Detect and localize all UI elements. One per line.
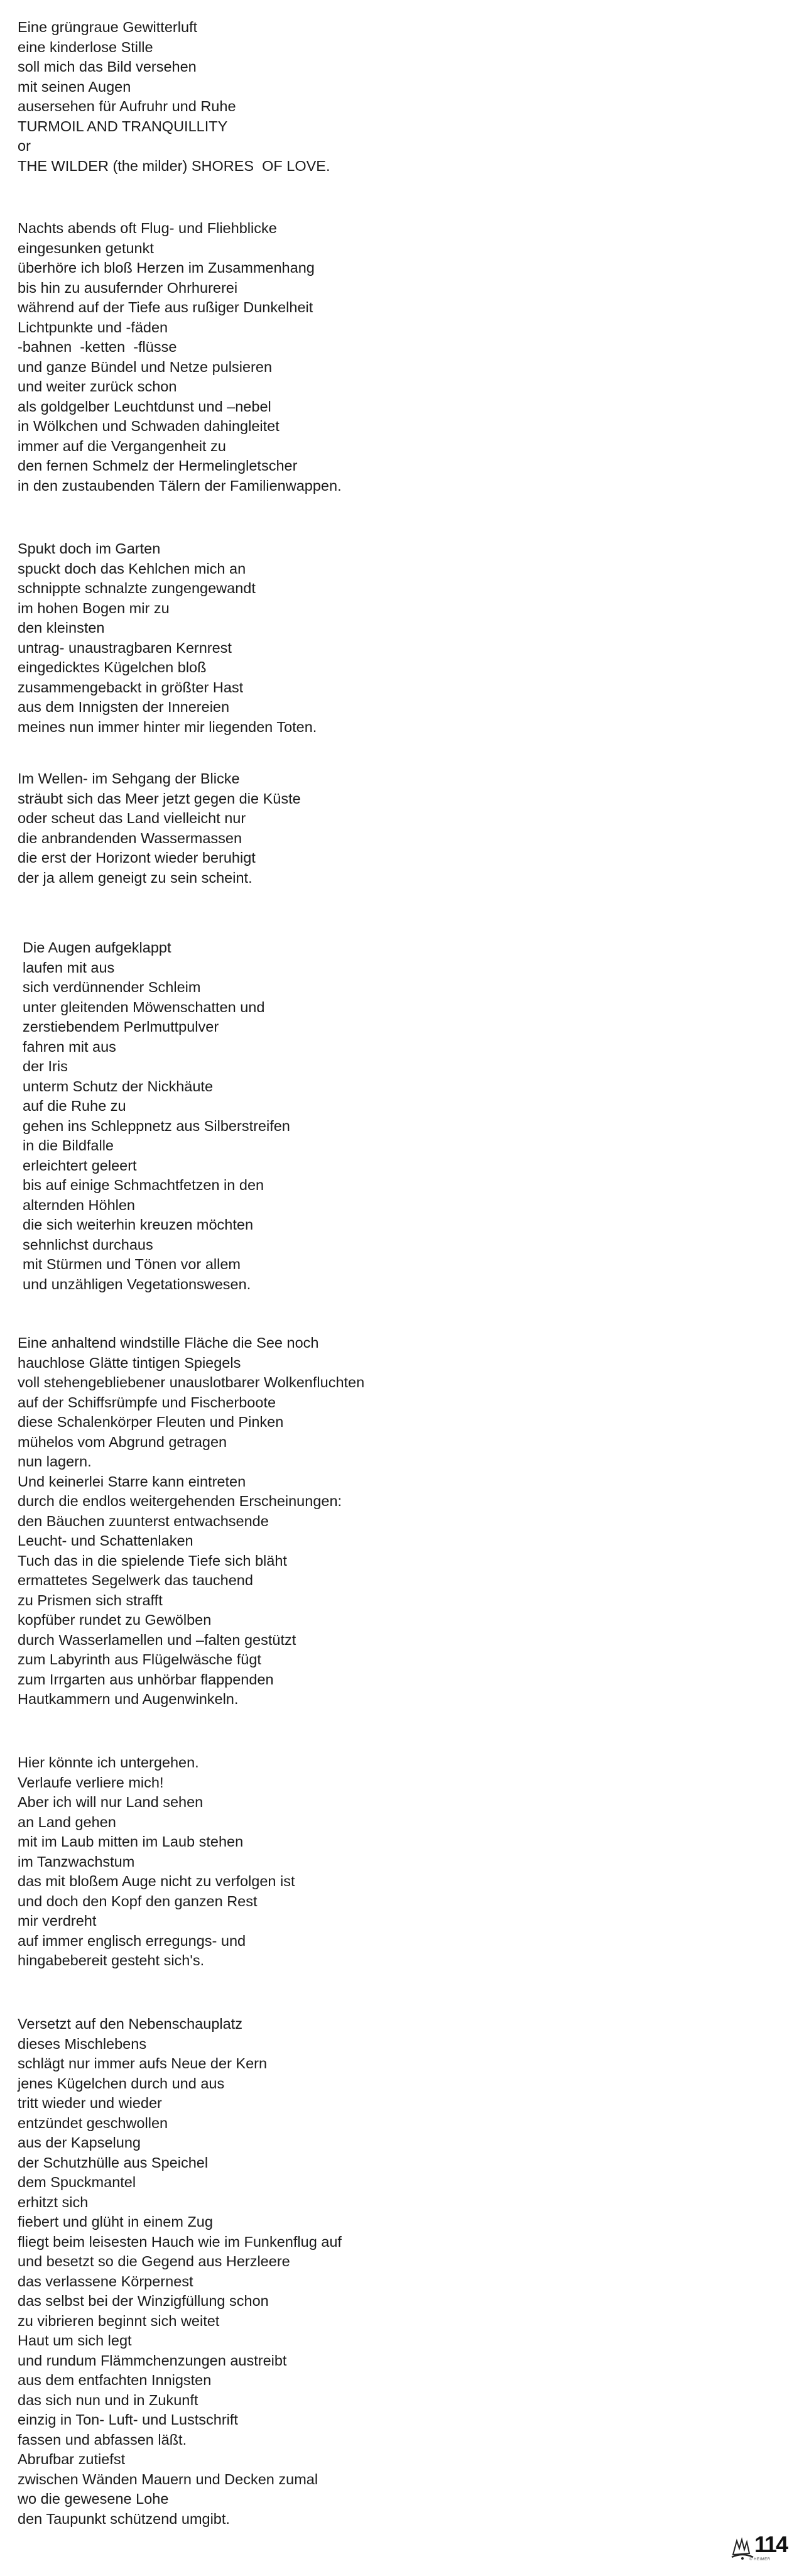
poem-line: auf der Schiffsrümpfe und Fischerboote (18, 1394, 276, 1411)
poem-line: zusammengebackt in größter Hast (18, 679, 244, 696)
poem-line: schlägt nur immer aufs Neue der Kern (18, 2055, 268, 2071)
poem-line: TURMOIL AND TRANQUILLITY (18, 117, 228, 134)
poem-line: zu vibrieren beginnt sich weitet (18, 2312, 220, 2329)
poem-line: während auf der Tiefe aus rußiger Dunkelheit (18, 299, 313, 315)
poem-line: laufen mit aus (23, 959, 115, 976)
poem-line: der Iris (23, 1058, 68, 1074)
poem-line: der ja allem geneigt zu sein scheint. (18, 869, 253, 886)
poem-line: soll mich das Bild versehen (18, 58, 197, 75)
poem-line: bis auf einige Schmachtfetzen in den (23, 1177, 264, 1193)
poem-line: wo die gewesene Lohe (18, 2491, 169, 2507)
poem-line: das sich nun und in Zukunft (18, 2391, 198, 2408)
poem-line: fiebert und glüht in einem Zug (18, 2213, 213, 2230)
poem-line: die anbrandenden Wassermassen (18, 829, 242, 846)
poem-line: unterm Schutz der Nickhäute (23, 1078, 214, 1094)
stanza-8 (18, 2014, 342, 2529)
stanza-6 (18, 1333, 364, 1710)
poem-line: Abrufbar zutiefst (18, 2451, 126, 2467)
poem-line: zum Irrgarten aus unhörbar flappenden (18, 1671, 274, 1688)
poem-line: in den zustaubenden Tälern der Familienwappen. (18, 477, 342, 494)
poem-line: entzündet geschwollen (18, 2114, 168, 2131)
poem-line: voll stehengebliebener unauslotbarer Wolkenfluchten (18, 1374, 365, 1390)
poem-line: zwischen Wänden Mauern und Decken zumal (18, 2470, 318, 2487)
poem-line: und ganze Bündel und Netze pulsieren (18, 358, 273, 375)
poem-line: den Bäuchen zuunterst entwachsende (18, 1512, 269, 1529)
poem-line: oder scheut das Land vielleicht nur (18, 810, 246, 826)
poem-line: das mit bloßem Auge nicht zu verfolgen ist (18, 1873, 295, 1889)
poem-line: Leucht- und Schattenlaken (18, 1532, 193, 1549)
poem-line: und weiter zurück schon (18, 378, 177, 395)
poem-line: hingabebereit gesteht sich's. (18, 1952, 205, 1968)
poem-line: das verlassene Körpernest (18, 2273, 193, 2289)
poem-line: und unzähligen Vegetationswesen. (23, 1275, 251, 1292)
poem-line: Spukt doch im Garten (18, 540, 161, 557)
poem-line: sträubt sich das Meer jetzt gegen die Küste (18, 790, 301, 807)
poem-line: der Schutzhülle aus Speichel (18, 2154, 209, 2171)
poem-line: die sich weiterhin kreuzen möchten (23, 1216, 254, 1233)
poem-line: -bahnen -ketten -flüsse (18, 339, 177, 355)
poem-line: als goldgelber Leuchtdunst und –nebel (18, 398, 271, 415)
poem-line: mühelos vom Abgrund getragen (18, 1433, 227, 1450)
poem-line: tritt wieder und wieder (18, 2095, 162, 2111)
poem-line: eingedicktes Kügelchen bloß (18, 659, 207, 675)
poem-line: durch die endlos weitergehenden Erscheinungen: (18, 1493, 342, 1509)
poem-line: erhitzt sich (18, 2193, 89, 2210)
stanza-7 (18, 1753, 295, 1971)
poem-line: fahren mit aus (23, 1038, 116, 1055)
poem-line: nun lagern. (18, 1453, 92, 1470)
poem-line: überhöre ich bloß Herzen im Zusammenhang (18, 259, 315, 276)
poem-line: sehnlichst durchaus (23, 1236, 153, 1253)
poem-line: Tuch das in die spielende Tiefe sich bläht (18, 1552, 287, 1569)
poem-line: an Land gehen (18, 1813, 116, 1830)
poem-line: eingesunken getunkt (18, 239, 154, 256)
poem-line: diese Schalenkörper Fleuten und Pinken (18, 1414, 284, 1430)
poem-line: mit im Laub mitten im Laub stehen (18, 1833, 244, 1850)
poem-line: Nachts abends oft Flug- und Fliehblicke (18, 220, 277, 236)
poem-line: kopfüber rundet zu Gewölben (18, 1612, 212, 1628)
poem-line: zerstiebendem Perlmuttpulver (23, 1018, 219, 1035)
poem-line: eine kinderlose Stille (18, 38, 153, 55)
page-footer-mark (731, 2532, 793, 2567)
poem-line: mit seinen Augen (18, 78, 131, 95)
poem-line: im Tanzwachstum (18, 1853, 135, 1870)
poem-line: auf die Ruhe zu (23, 1098, 126, 1114)
poem-line: Eine grüngraue Gewitterluft (18, 19, 198, 35)
poem-line: unter gleitenden Möwenschatten und (23, 998, 265, 1015)
poem-line: in die Bildfalle (23, 1137, 114, 1154)
poem-line: fliegt beim leisesten Hauch wie im Funkenflug auf (18, 2233, 342, 2250)
poem-line: schnippte schnalzte zungengewandt (18, 580, 256, 596)
poem-line: Und keinerlei Starre kann eintreten (18, 1473, 246, 1490)
poem-line: alternden Höhlen (23, 1196, 135, 1213)
poem-line: ermattetes Segelwerk das tauchend (18, 1572, 253, 1588)
poem-line: THE WILDER (the milder) SHORES OF LOVE. (18, 157, 330, 174)
poem-line: zum Labyrinth aus Flügelwäsche fügt (18, 1651, 261, 1667)
poem-line: auf immer englisch erregungs- und (18, 1932, 246, 1949)
poem-line: mir verdreht (18, 1913, 97, 1929)
poem-line: Aber ich will nur Land sehen (18, 1794, 204, 1810)
poem-line: ausersehen für Aufruhr und Ruhe (18, 98, 236, 114)
mark-caption: © HEIMER (749, 2558, 771, 2562)
poem-line: gehen ins Schleppnetz aus Silberstreifen (23, 1117, 290, 1134)
poem-line: zu Prismen sich strafft (18, 1591, 163, 1608)
poem-line: Haut um sich legt (18, 2332, 132, 2349)
poem-line: hauchlose Glätte tintigen Spiegels (18, 1354, 241, 1371)
poem-line: die erst der Horizont wieder beruhigt (18, 849, 256, 866)
poem-line: den fernen Schmelz der Hermelingletscher (18, 457, 298, 474)
poem-line: das selbst bei der Winzigfüllung schon (18, 2293, 269, 2309)
poem-line: Die Augen aufgeklappt (23, 939, 171, 956)
poem-line: den kleinsten (18, 619, 105, 636)
poem-line: Verlaufe verliere mich! (18, 1774, 164, 1791)
poem-line: in Wölkchen und Schwaden dahingleitet (18, 418, 280, 434)
poem-line: Eine anhaltend windstille Fläche die See noch (18, 1334, 319, 1351)
poem-line: den Taupunkt schützend umgibt. (18, 2510, 230, 2527)
poem-line: erleichtert geleert (23, 1157, 137, 1174)
poem-line: aus dem entfachten Innigsten (18, 2372, 212, 2388)
poem-line: immer auf die Vergangenheit zu (18, 437, 226, 454)
poem-line: aus dem Innigsten der Innereien (18, 699, 230, 715)
poem-line: durch Wasserlamellen und –falten gestützt (18, 1631, 296, 1648)
poem-line: meines nun immer hinter mir liegenden Toten. (18, 718, 317, 735)
poem-line: und besetzt so die Gegend aus Herzleere (18, 2253, 290, 2269)
poem-line: und doch den Kopf den ganzen Rest (18, 1892, 258, 1909)
stanza-3 (18, 539, 317, 737)
poem-line: fassen und abfassen läßt. (18, 2431, 187, 2448)
poem-line: untrag- unaustragbaren Kernrest (18, 639, 232, 656)
poem-line: dem Spuckmantel (18, 2174, 136, 2190)
poem-line: or (18, 138, 31, 154)
stanza-5 (23, 938, 290, 1294)
poem-line: bis hin zu ausufernder Ohrhurerei (18, 279, 238, 296)
stanza-1 (18, 18, 330, 176)
poem-line: und rundum Flämmchenzungen austreibt (18, 2352, 287, 2369)
poem-line: sich verdünnender Schleim (23, 979, 201, 995)
poem-line: mit Stürmen und Tönen vor allem (23, 1256, 241, 1272)
poem-line: im hohen Bogen mir zu (18, 599, 170, 616)
poem-line: Im Wellen- im Sehgang der Blicke (18, 770, 240, 787)
poem-line: jenes Kügelchen durch und aus (18, 2075, 225, 2092)
poem-line: spuckt doch das Kehlchen mich an (18, 560, 246, 577)
poem-line: einzig in Ton- Luft- und Lustschrift (18, 2411, 238, 2428)
poem-line: dieses Mischlebens (18, 2035, 147, 2052)
stanza-4 (18, 769, 301, 888)
poem-line: Versetzt auf den Nebenschauplatz (18, 2016, 242, 2032)
page-number: 114 (754, 2531, 788, 2557)
poem-line: Hier könnte ich untergehen. (18, 1754, 199, 1771)
poem-line: aus der Kapselung (18, 2134, 141, 2151)
stanza-2 (18, 219, 342, 496)
poem-line: Lichtpunkte und -fäden (18, 319, 168, 336)
poem-line: Hautkammern und Augenwinkeln. (18, 1691, 239, 1707)
